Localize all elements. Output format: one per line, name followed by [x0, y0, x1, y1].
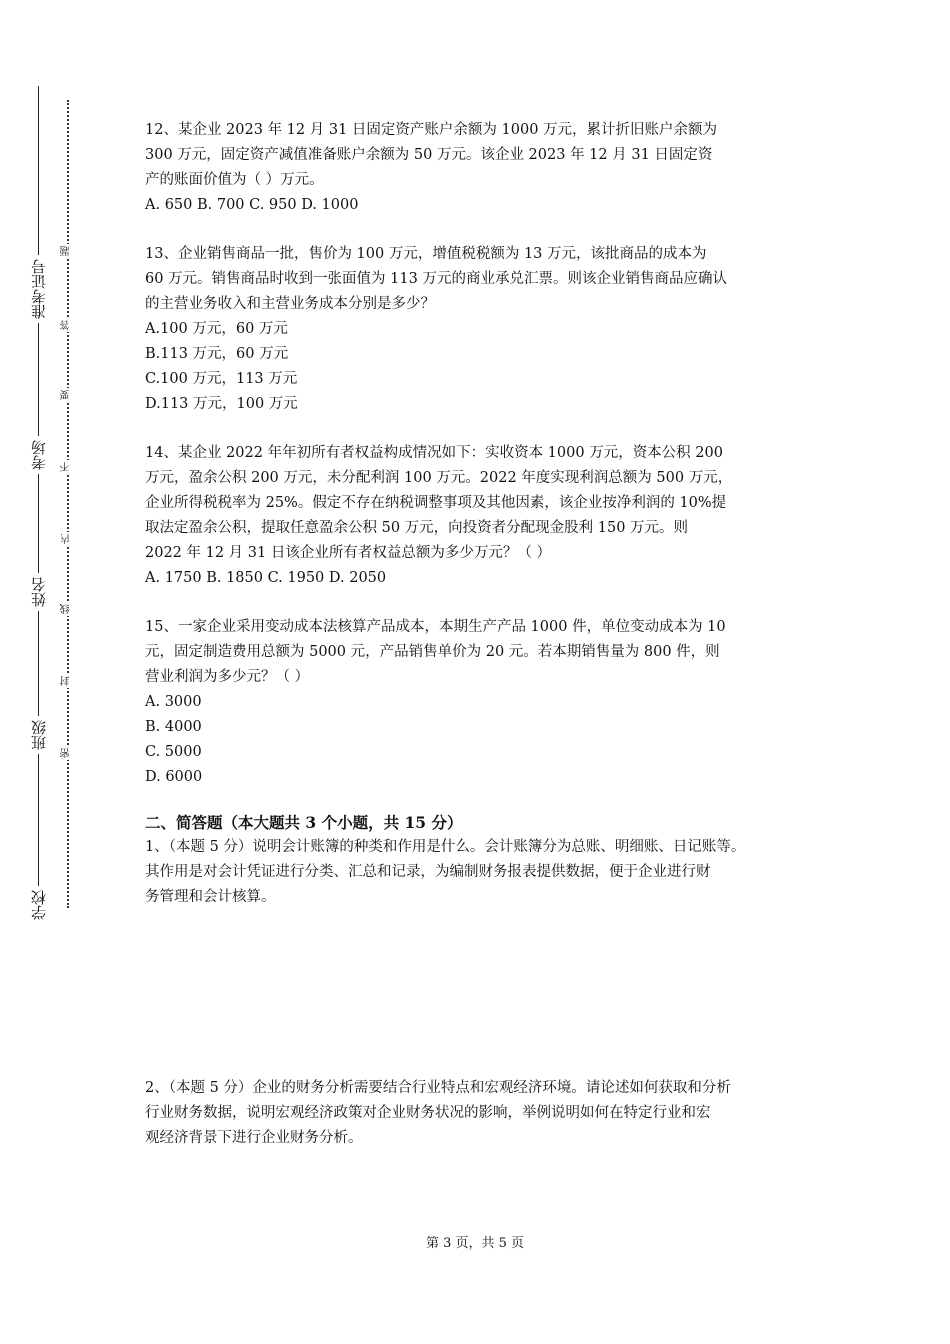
- question-stem-line: 产的账面价值为（ ）万元。: [145, 172, 324, 188]
- question-options: A. 650 B. 700 C. 950 D. 1000: [145, 197, 359, 213]
- option-d: D. 6000: [145, 769, 203, 785]
- field-exam-room: 考场: [32, 436, 47, 474]
- option-b: B. 4000: [145, 719, 202, 735]
- question-stem-line: 企业所得税税率为 25%。假定不存在纳税调整事项及其他因素，该企业按净利润的 10%提: [145, 495, 727, 511]
- field-class: 班级: [32, 716, 47, 754]
- binding-margin: [0, 0, 100, 1344]
- exam-content: [145, 118, 811, 1151]
- field-name: 姓名: [32, 573, 47, 611]
- seal-char: 不: [61, 462, 72, 472]
- essay-line: 2、（本题 5 分）企业的财务分析需要结合行业特点和宏观经济环境。请论述如何获取和分析: [145, 1080, 731, 1096]
- question-12: [145, 118, 811, 218]
- seal-char: 内: [61, 534, 72, 544]
- seal-char: 题: [61, 246, 72, 256]
- question-stem-line: 15、一家企业采用变动成本法核算产品成本，本期生产产品 1000 件，单位变动成本为 10: [145, 619, 726, 635]
- seal-char: 答: [61, 320, 72, 330]
- question-14: [145, 441, 811, 591]
- option-a: A. 3000: [145, 694, 202, 710]
- binding-solid-line: [38, 86, 39, 916]
- question-options: A. 1750 B. 1850 C. 1950 D. 2050: [145, 570, 387, 586]
- question-stem-line: 的主营业务收入和主营业务成本分别是多少？: [145, 296, 435, 312]
- question-stem-line: 300 万元，固定资产减值准备账户余额为 50 万元。该企业 2023 年 12 月 31 日固定资: [145, 147, 713, 163]
- question-stem-line: 万元，盈余公积 200 万元，未分配利润 100 万元。2022 年度实现利润总额为 500 万元，: [145, 470, 733, 486]
- question-stem-line: 60 万元。销售商品时收到一张面值为 113 万元的商业承兑汇票。则该企业销售商品应确认: [145, 271, 727, 287]
- essay-line: 1、（本题 5 分）说明会计账簿的种类和作用是什么。会计账簿分为总账、明细账、日记账等。: [145, 839, 746, 855]
- option-c: C.100 万元，113 万元: [145, 371, 298, 387]
- essay-question-1: [145, 835, 811, 910]
- seal-char: 要: [61, 390, 72, 400]
- seal-char: 线: [61, 604, 72, 614]
- essay-line: 务管理和会计核算。: [145, 889, 276, 905]
- binding-dotted-line: [67, 100, 69, 908]
- essay-question-2: [145, 1076, 811, 1151]
- question-stem-line: 元，固定制造费用总额为 5000 元，产品销售单价为 20 元。若本期销售量为 800 件，则: [145, 644, 720, 660]
- question-stem-line: 取法定盈余公积，提取任意盈余公积 50 万元，向投资者分配现金股利 150 万元。则: [145, 520, 689, 536]
- option-d: D.113 万元，100 万元: [145, 396, 298, 412]
- question-15: [145, 615, 811, 790]
- section-heading: 二、简答题（本大题共 3 个小题，共 15 分）: [145, 813, 463, 832]
- essay-line: 行业财务数据，说明宏观经济政策对企业财务状况的影响，举例说明如何在特定行业和宏: [145, 1105, 711, 1121]
- essay-line: 其作用是对会计凭证进行分类、汇总和记录，为编制财务报表提供数据，便于企业进行财: [145, 864, 711, 880]
- option-a: A.100 万元，60 万元: [145, 321, 288, 337]
- option-b: B.113 万元，60 万元: [145, 346, 289, 362]
- question-stem-line: 14、某企业 2022 年年初所有者权益构成情况如下：实收资本 1000 万元，资本公积 200: [145, 445, 723, 461]
- answer-space: [145, 910, 811, 1076]
- question-stem-line: 2022 年 12 月 31 日该企业所有者权益总额为多少万元？（ ）: [145, 545, 551, 561]
- option-c: C. 5000: [145, 744, 202, 760]
- seal-char: 密: [61, 748, 72, 758]
- field-exam-number: 准考证号: [32, 255, 47, 323]
- page-footer: 第 3 页，共 5 页: [425, 1236, 525, 1251]
- question-13: [145, 242, 811, 417]
- question-stem-line: 营业利润为多少元？（ ）: [145, 669, 310, 685]
- essay-line: 观经济背景下进行企业财务分析。: [145, 1130, 363, 1146]
- question-stem-line: 13、企业销售商品一批，售价为 100 万元，增值税税额为 13 万元，该批商品的成本为: [145, 246, 707, 262]
- question-stem-line: 12、某企业 2023 年 12 月 31 日固定资产账户余额为 1000 万元，累计折旧账户余额为: [145, 122, 718, 138]
- seal-char: 封: [61, 676, 72, 686]
- field-school: 学校: [32, 886, 47, 924]
